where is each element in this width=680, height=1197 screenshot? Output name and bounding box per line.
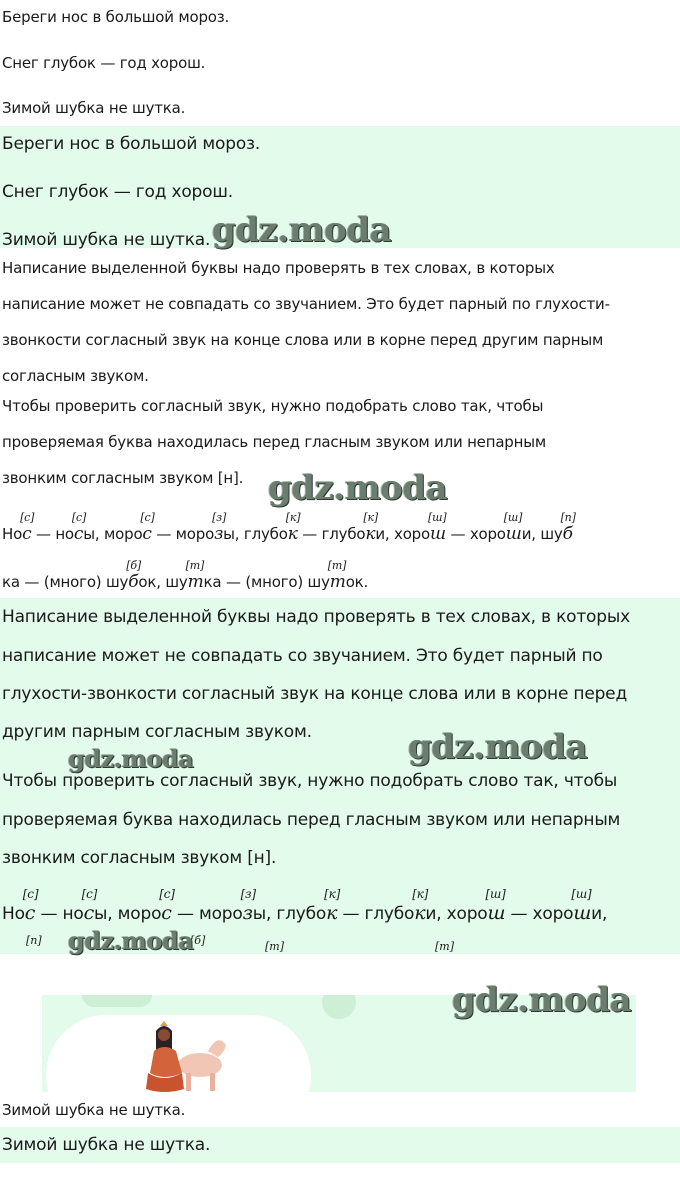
explanation-line: звонким согласным звуком [н]. (2, 848, 277, 868)
sound-transcription: [ с ] (82, 888, 98, 900)
checked-letter: т (187, 572, 204, 592)
sound-transcription: [ к ] (324, 888, 340, 900)
phonetic-text: и, (591, 904, 608, 924)
transcribed-letter (187, 559, 204, 592)
transcribed-letter (161, 887, 172, 924)
sound-transcription: [ т ] (328, 560, 346, 571)
phonetic-text: — глубо (297, 525, 366, 543)
phonetic-line (2, 511, 573, 544)
checked-letter: б (562, 524, 573, 544)
explanation-line: написание может не совпадать со звучанием. Это будет парный по глухости- (2, 295, 610, 313)
transcribed-letter (573, 887, 592, 924)
transcribed-letter (73, 511, 84, 544)
explanation-line: Написание выделенной буквы надо проверять в тех словах, в которых (2, 259, 555, 277)
phonetic-text: — глубо (337, 904, 415, 924)
explanation-line: Чтобы проверить согласный звук, нужно подобрать слово так, чтобы (2, 771, 618, 791)
explanation-line: глухости-звонкости согласный звук на конце слова или в корне перед (2, 684, 627, 704)
explanation-line: согласным звуком. (2, 367, 149, 385)
phonetic-text: ка — (много) шу (2, 573, 129, 591)
sound-transcription: [ с ] (72, 512, 86, 523)
transcribed-letter (487, 887, 506, 924)
sound-transcription: [ ш ] (571, 888, 591, 900)
phonetic-line (2, 559, 369, 592)
transcribed-letter (329, 559, 346, 592)
phonetic-text: ы, моро (83, 525, 143, 543)
checked-letter: с (24, 902, 36, 924)
watermark: gdz.moda (68, 926, 194, 955)
checked-letter: к (326, 902, 338, 924)
checked-letter: з (214, 524, 224, 544)
checked-letter: с (83, 902, 95, 924)
checked-letter: б (128, 572, 139, 592)
transcribed-letter (24, 887, 36, 924)
explanation-line: другим парным согласным звуком. (2, 722, 312, 742)
phonetic-text: ок, шу (138, 573, 188, 591)
transcribed-letter (365, 511, 376, 544)
checked-letter: ш (487, 902, 506, 924)
explanation-line: Написание выделенной буквы надо проверять в тех словах, в которых (2, 607, 630, 627)
sound-transcription: [ ш ] (504, 512, 522, 523)
checked-letter: ш (573, 902, 592, 924)
explanation-line: написание может не совпадать со звучанием. Это будет парный по (2, 646, 603, 666)
sound-transcription: [б] (190, 934, 206, 947)
checked-letter: с (73, 524, 84, 544)
explanation-line: звонкости согласный звук на конце слова или в корне перед другим парным (2, 331, 604, 349)
watermark: gdz.moda (68, 744, 194, 773)
sound-transcription: [ п ] (561, 512, 576, 523)
watermark: gdz.moda (212, 210, 392, 250)
transcribed-letter (562, 511, 573, 544)
transcribed-letter (128, 559, 139, 592)
checked-letter: с (161, 902, 172, 924)
sound-transcription: [ т ] (186, 560, 204, 571)
checked-letter: ш (429, 524, 446, 544)
proverb-line: Снег глубок — год хорош. (2, 54, 206, 72)
bubble-shape (322, 995, 356, 1019)
sound-transcription: [т] (265, 940, 285, 953)
transcribed-letter (326, 887, 338, 924)
explanation-line: проверяемая буква находилась перед гласным звуком или непарным (2, 810, 621, 830)
proverb-line: Зимой шубка не шутка. (2, 99, 186, 117)
sound-transcription: [ к ] (286, 512, 301, 523)
transcribed-letter (429, 511, 446, 544)
phonetic-text: — хоро (445, 525, 506, 543)
explanation-line: проверяемая буква находилась перед гласным звуком или непарным (2, 433, 546, 451)
phonetic-text: — но (31, 525, 74, 543)
phonetic-text: Но (2, 525, 23, 543)
phonetic-text: ка — (много) шу (203, 573, 330, 591)
checked-letter: з (242, 902, 253, 924)
phonetic-text: ы, моро (94, 904, 162, 924)
sound-transcription: [ ш ] (485, 888, 505, 900)
proverb-line: Снег глубок — год хорош. (2, 182, 233, 202)
phonetic-text: — хоро (505, 904, 574, 924)
transcribed-letter (287, 511, 298, 544)
proverb-line: Береги нос в большой мороз. (2, 8, 230, 26)
explanation-line: Чтобы проверить согласный звук, нужно подобрать слово так, чтобы (2, 397, 544, 415)
checked-letter: к (287, 524, 298, 544)
footer-proverb: Зимой шубка не шутка. (2, 1101, 186, 1119)
sound-transcription: [п] (26, 934, 42, 947)
proverb-line: Зимой шубка не шутка. (2, 230, 211, 250)
girl-on-horse-illustration (138, 1021, 238, 1092)
phonetic-text: ы, глубо (223, 525, 288, 543)
sound-transcription: [ к ] (412, 888, 428, 900)
transcribed-letter (142, 511, 152, 544)
checked-letter: т (329, 572, 346, 592)
sound-transcription: [т] (435, 940, 455, 953)
phonetic-text: — моро (151, 525, 215, 543)
sound-transcription: [ к ] (363, 512, 378, 523)
sound-transcription: [ с ] (23, 888, 39, 900)
phonetic-text: ы, глубо (252, 904, 327, 924)
transcribed-letter (414, 887, 426, 924)
watermark: gdz.moda (268, 468, 448, 508)
checked-letter: к (365, 524, 376, 544)
transcribed-letter (505, 511, 522, 544)
footer-proverb: Зимой шубка не шутка. (2, 1135, 211, 1155)
sound-transcription: [ с ] (159, 888, 175, 900)
phonetic-text: ок. (345, 573, 369, 591)
sound-transcription: [ з ] (241, 888, 256, 900)
sound-transcription: [ з ] (212, 512, 226, 523)
checked-letter: с (22, 524, 32, 544)
transcribed-letter (22, 511, 32, 544)
checked-letter: ш (505, 524, 522, 544)
transcribed-letter (83, 887, 95, 924)
phonetic-text: и, хоро (375, 525, 430, 543)
phonetic-text: — но (35, 904, 84, 924)
sound-transcription: [ б ] (126, 560, 141, 571)
transcribed-letter (214, 511, 224, 544)
checked-letter: к (414, 902, 426, 924)
checked-letter: с (142, 524, 152, 544)
sound-transcription: [ с ] (20, 512, 34, 523)
phonetic-text: и, хоро (425, 904, 488, 924)
watermark: gdz.moda (452, 980, 632, 1020)
sound-transcription: [ с ] (140, 512, 154, 523)
watermark: gdz.moda (408, 727, 588, 767)
proverb-line: Береги нос в большой мороз. (2, 134, 261, 154)
phonetic-text: — моро (171, 904, 243, 924)
phonetic-line (2, 887, 608, 924)
sound-transcription: [ ш ] (428, 512, 446, 523)
phonetic-text: Но (2, 904, 25, 924)
bubble-shape (82, 995, 152, 1007)
transcribed-letter (242, 887, 253, 924)
explanation-line: звонким согласным звуком [н]. (2, 469, 244, 487)
phonetic-text: и, шу (521, 525, 563, 543)
